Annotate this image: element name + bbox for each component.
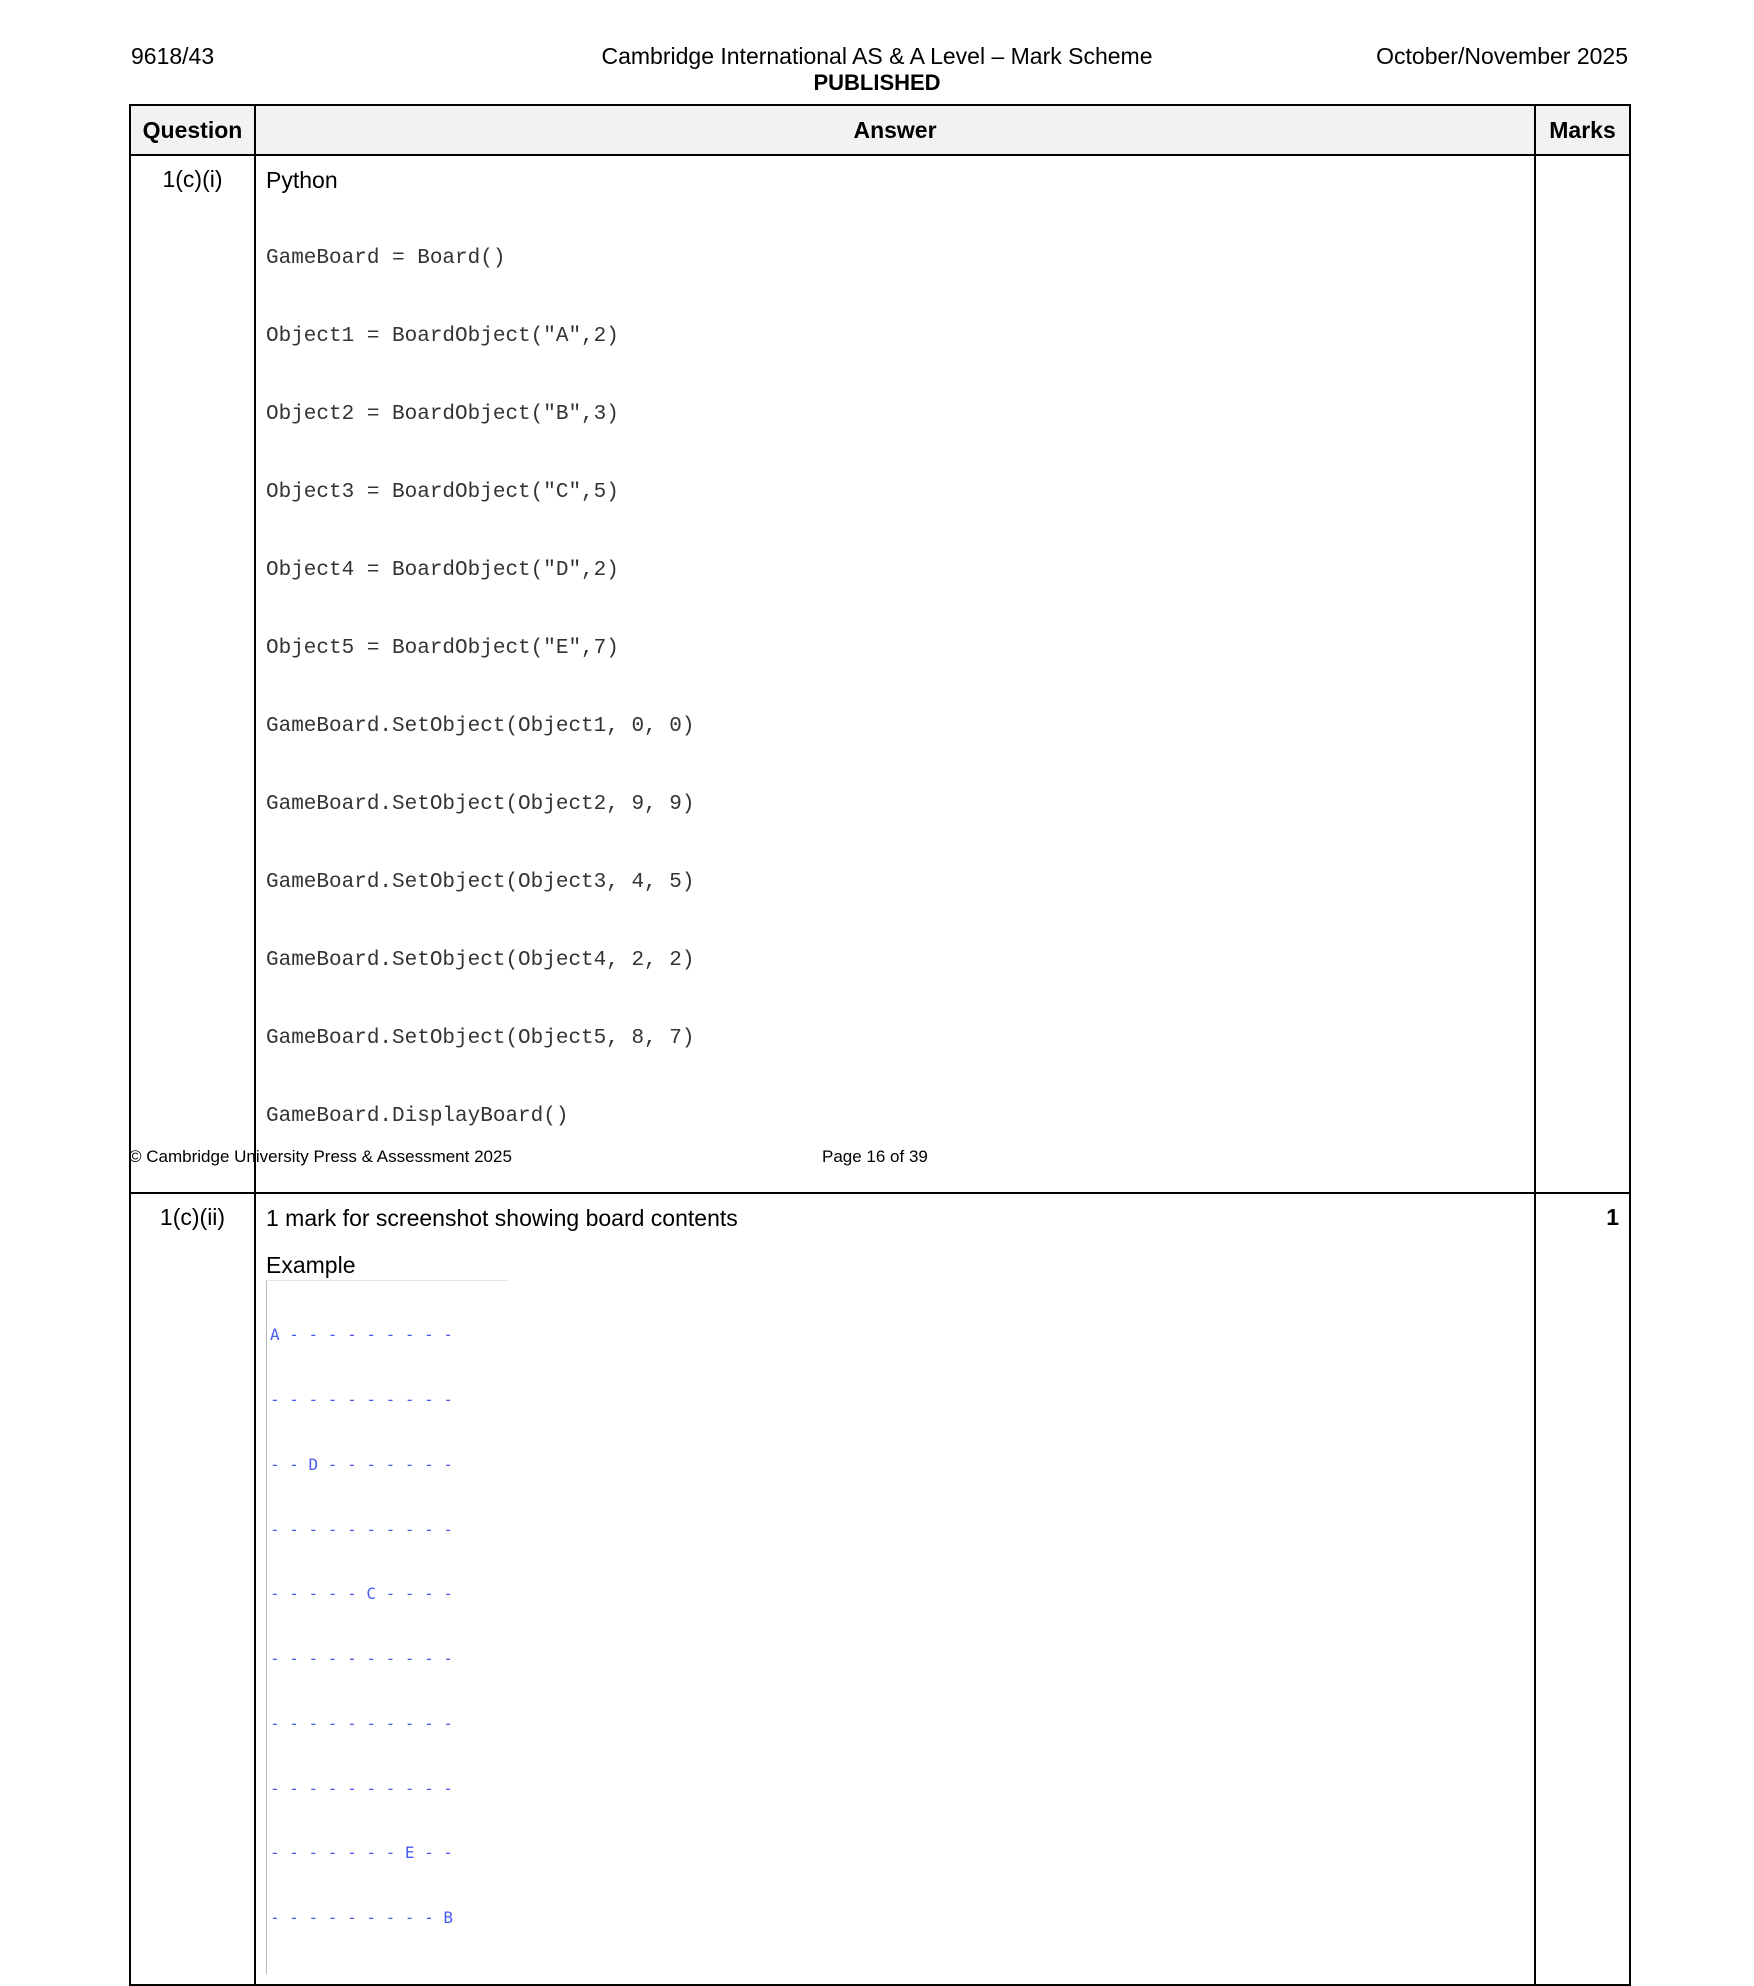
example-label: Example [266, 1252, 356, 1278]
mark-description: 1 mark for screenshot showing board contents [266, 1205, 738, 1231]
code-line: GameBoard.SetObject(Object1, 0, 0) [266, 715, 695, 738]
board-screenshot [266, 1280, 508, 1974]
board-row: - - - - - - - - - - [270, 1519, 454, 1539]
answer-cell [255, 155, 1535, 1193]
language-label: Python [266, 167, 338, 193]
copyright-notice: © Cambridge University Press & Assessment 2025 [129, 1147, 512, 1166]
marks-cell [1535, 155, 1630, 1193]
marks-column-header: Marks [1535, 105, 1630, 155]
code-line: Object5 = BoardObject("E",7) [266, 637, 619, 660]
code-line: GameBoard.SetObject(Object5, 8, 7) [266, 1027, 695, 1050]
mark-scheme-table [129, 104, 1631, 1986]
page-number: Page 16 of 39 [822, 1147, 928, 1166]
board-row: - - - - - C - - - - [270, 1584, 454, 1604]
code-line: GameBoard = Board() [266, 247, 506, 270]
code-line: Object4 = BoardObject("D",2) [266, 559, 619, 582]
board-row: - - - - - - - - - - [270, 1649, 454, 1669]
table-row [130, 1193, 1630, 1985]
board-row: - - - - - - - - - - [270, 1713, 454, 1733]
board-row: - - D - - - - - - - [270, 1454, 454, 1474]
code-line: GameBoard.SetObject(Object4, 2, 2) [266, 949, 695, 972]
board-row: - - - - - - - - - B [270, 1908, 454, 1928]
question-number: 1(c)(ii) [130, 1193, 255, 1985]
answer-column-header: Answer [255, 105, 1535, 155]
marks-cell: 1 [1535, 1193, 1630, 1985]
question-column-header: Question [130, 105, 255, 155]
board-row: - - - - - - - - - - [270, 1389, 454, 1409]
document-title: Cambridge International AS & A Level – Mark Scheme [601, 43, 1153, 69]
board-row: A - - - - - - - - - [270, 1325, 454, 1345]
question-number: 1(c)(i) [130, 155, 255, 1193]
code-line: GameBoard.SetObject(Object2, 9, 9) [266, 793, 695, 816]
table-row [130, 155, 1630, 1193]
table-header-row [130, 105, 1630, 155]
exam-series: October/November 2025 [1376, 43, 1628, 69]
answer-cell [255, 1193, 1535, 1985]
paper-code: 9618/43 [131, 43, 215, 69]
code-line: GameBoard.SetObject(Object3, 4, 5) [266, 871, 695, 894]
board-row: - - - - - - - - - - [270, 1778, 454, 1798]
publication-status: PUBLISHED [813, 70, 941, 95]
code-block [266, 194, 1524, 1182]
code-line: GameBoard.DisplayBoard() [266, 1105, 569, 1128]
code-line: Object3 = BoardObject("C",5) [266, 481, 619, 504]
code-line: Object2 = BoardObject("B",3) [266, 403, 619, 426]
board-row: - - - - - - - E - - [270, 1843, 454, 1863]
code-line: Object1 = BoardObject("A",2) [266, 325, 619, 348]
